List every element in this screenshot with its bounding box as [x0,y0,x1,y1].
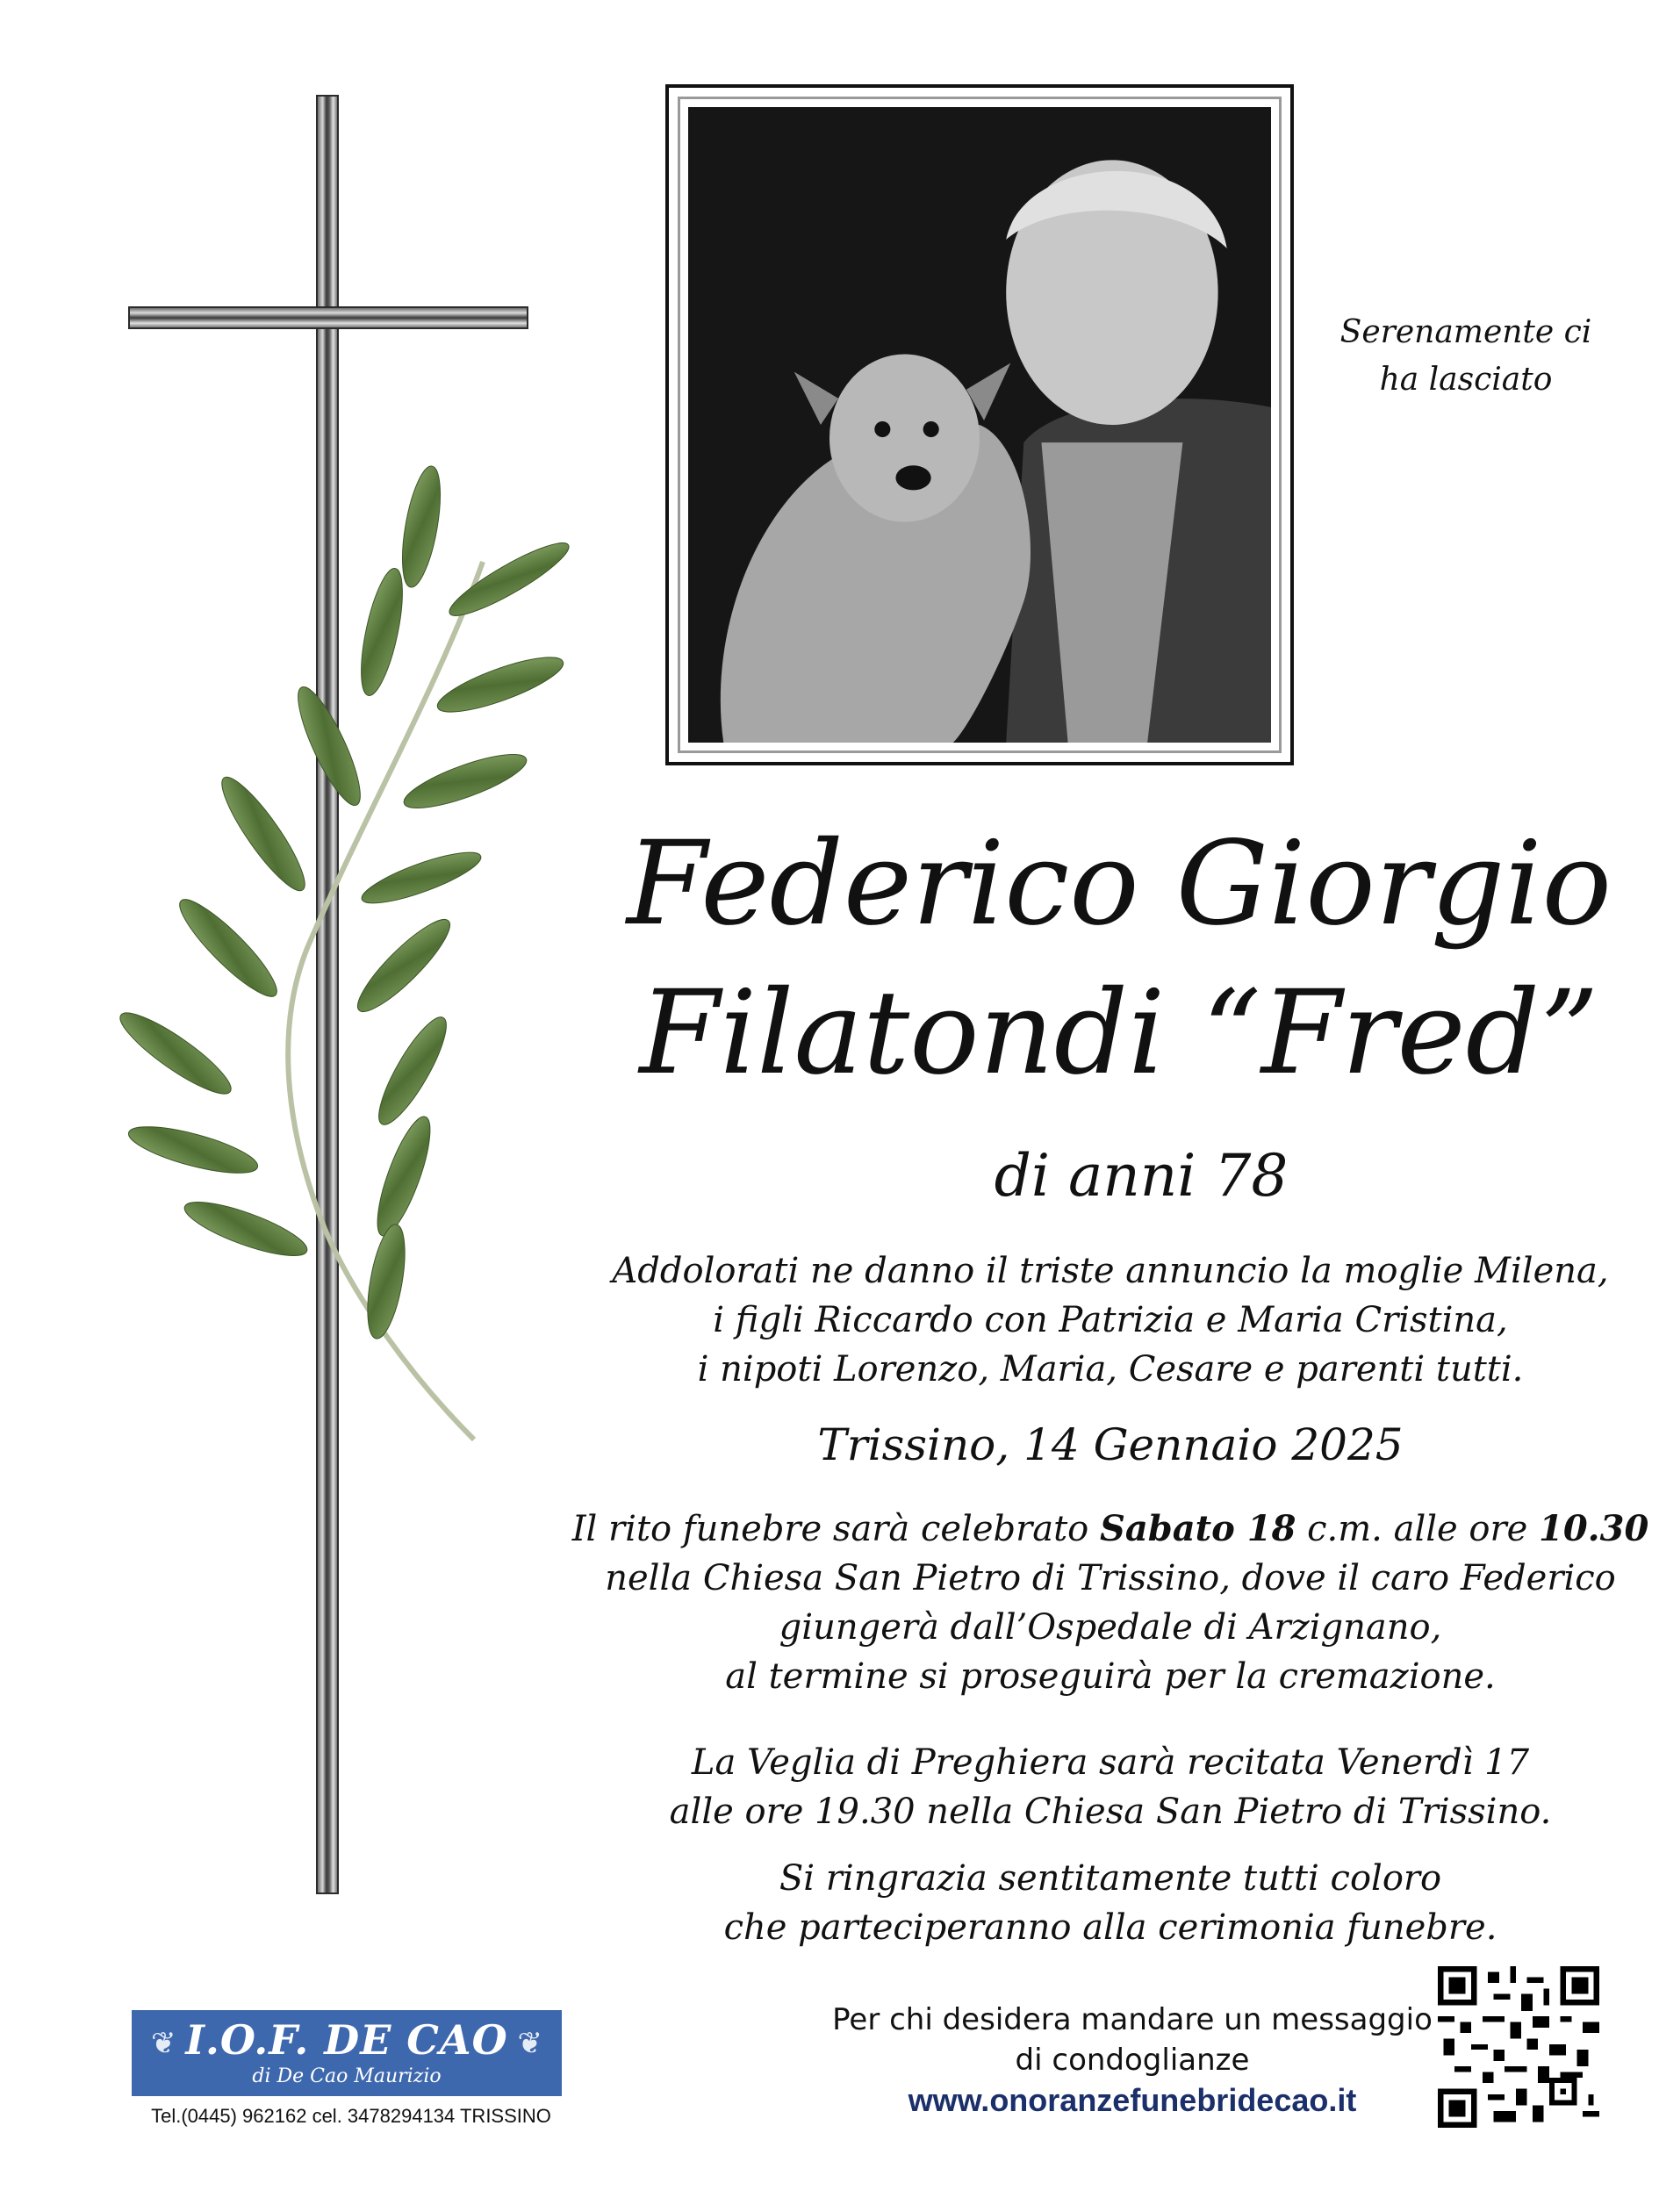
intro-line: Serenamente ci [1339,314,1592,350]
rite-text: Il rito funebre sarà celebrato [571,1509,1100,1549]
man-with-dog-image [688,107,1271,743]
vigil-line: La Veglia di Preghiera sarà recitata Venerdì 17 [691,1742,1530,1783]
announcement-text [544,1246,1659,1394]
rite-line: giungerà dall’Ospedale di Arzignano, [779,1607,1442,1648]
ornament-right-icon: ❦ [517,2026,542,2061]
ornament-left-icon: ❦ [151,2026,176,2061]
condolences-block [808,2000,1457,2121]
funeral-rite-text [544,1505,1659,1701]
place-date: Trissino, 14 Gennaio 2025 [817,1419,1404,1470]
rite-line: al termine si proseguirà per la cremazione. [725,1656,1496,1697]
vigil-line: alle ore 19.30 nella Chiesa San Pietro di Trissino. [669,1792,1552,1832]
portrait-photo [665,84,1294,765]
announcement-line: i figli Riccardo con Patrizia e Maria Cristina, [713,1300,1508,1340]
condolences-line: Per chi desidera mandare un messaggio [832,2002,1433,2037]
rite-day: Sabato 18 [1099,1508,1296,1549]
deceased-name-last: Filatondi “Fred” [639,966,1599,1101]
rite-time: 10.30 [1539,1508,1649,1549]
condolences-line: di condoglianze [1015,2043,1250,2078]
intro-line: ha lasciato [1379,362,1553,398]
thanks-line: che parteciperanno alla cerimonia funebre. [723,1907,1497,1948]
intro-text [1308,309,1624,404]
vigil-text [544,1738,1659,1836]
agency-name: I.O.F. DE CAO [185,2016,508,2064]
agency-contacts: Tel.(0445) 962162 cel. 3478294134 TRISSINO [151,2105,551,2127]
announcement-line: i nipoti Lorenzo, Maria, Cesare e parenti tutti. [697,1349,1524,1390]
deceased-name-first: Federico Giorgio [626,816,1612,952]
agency-logo [132,2010,562,2096]
announcement-line: Addolorati ne danno il triste annuncio la moglie Milena, [612,1251,1609,1291]
thanks-text [544,1854,1659,1952]
agency-subtitle: di De Cao Maurizio [252,2065,442,2087]
portrait-image [688,107,1271,743]
condolences-website-link[interactable]: www.onoranzefunebridecao.it [908,2082,1357,2118]
rite-line: nella Chiesa San Pietro di Trissino, dove il caro Federico [605,1558,1616,1598]
thanks-line: Si ringrazia sentitamente tutti coloro [779,1858,1442,1899]
age-text: di anni 78 [994,1142,1289,1210]
rite-line [544,1505,1659,1554]
qr-code-icon[interactable] [1438,1966,1599,2128]
olive-branch-icon [70,456,597,1598]
rite-text: c.m. alle ore [1296,1509,1540,1549]
cross-horizontal-beam [128,306,528,329]
